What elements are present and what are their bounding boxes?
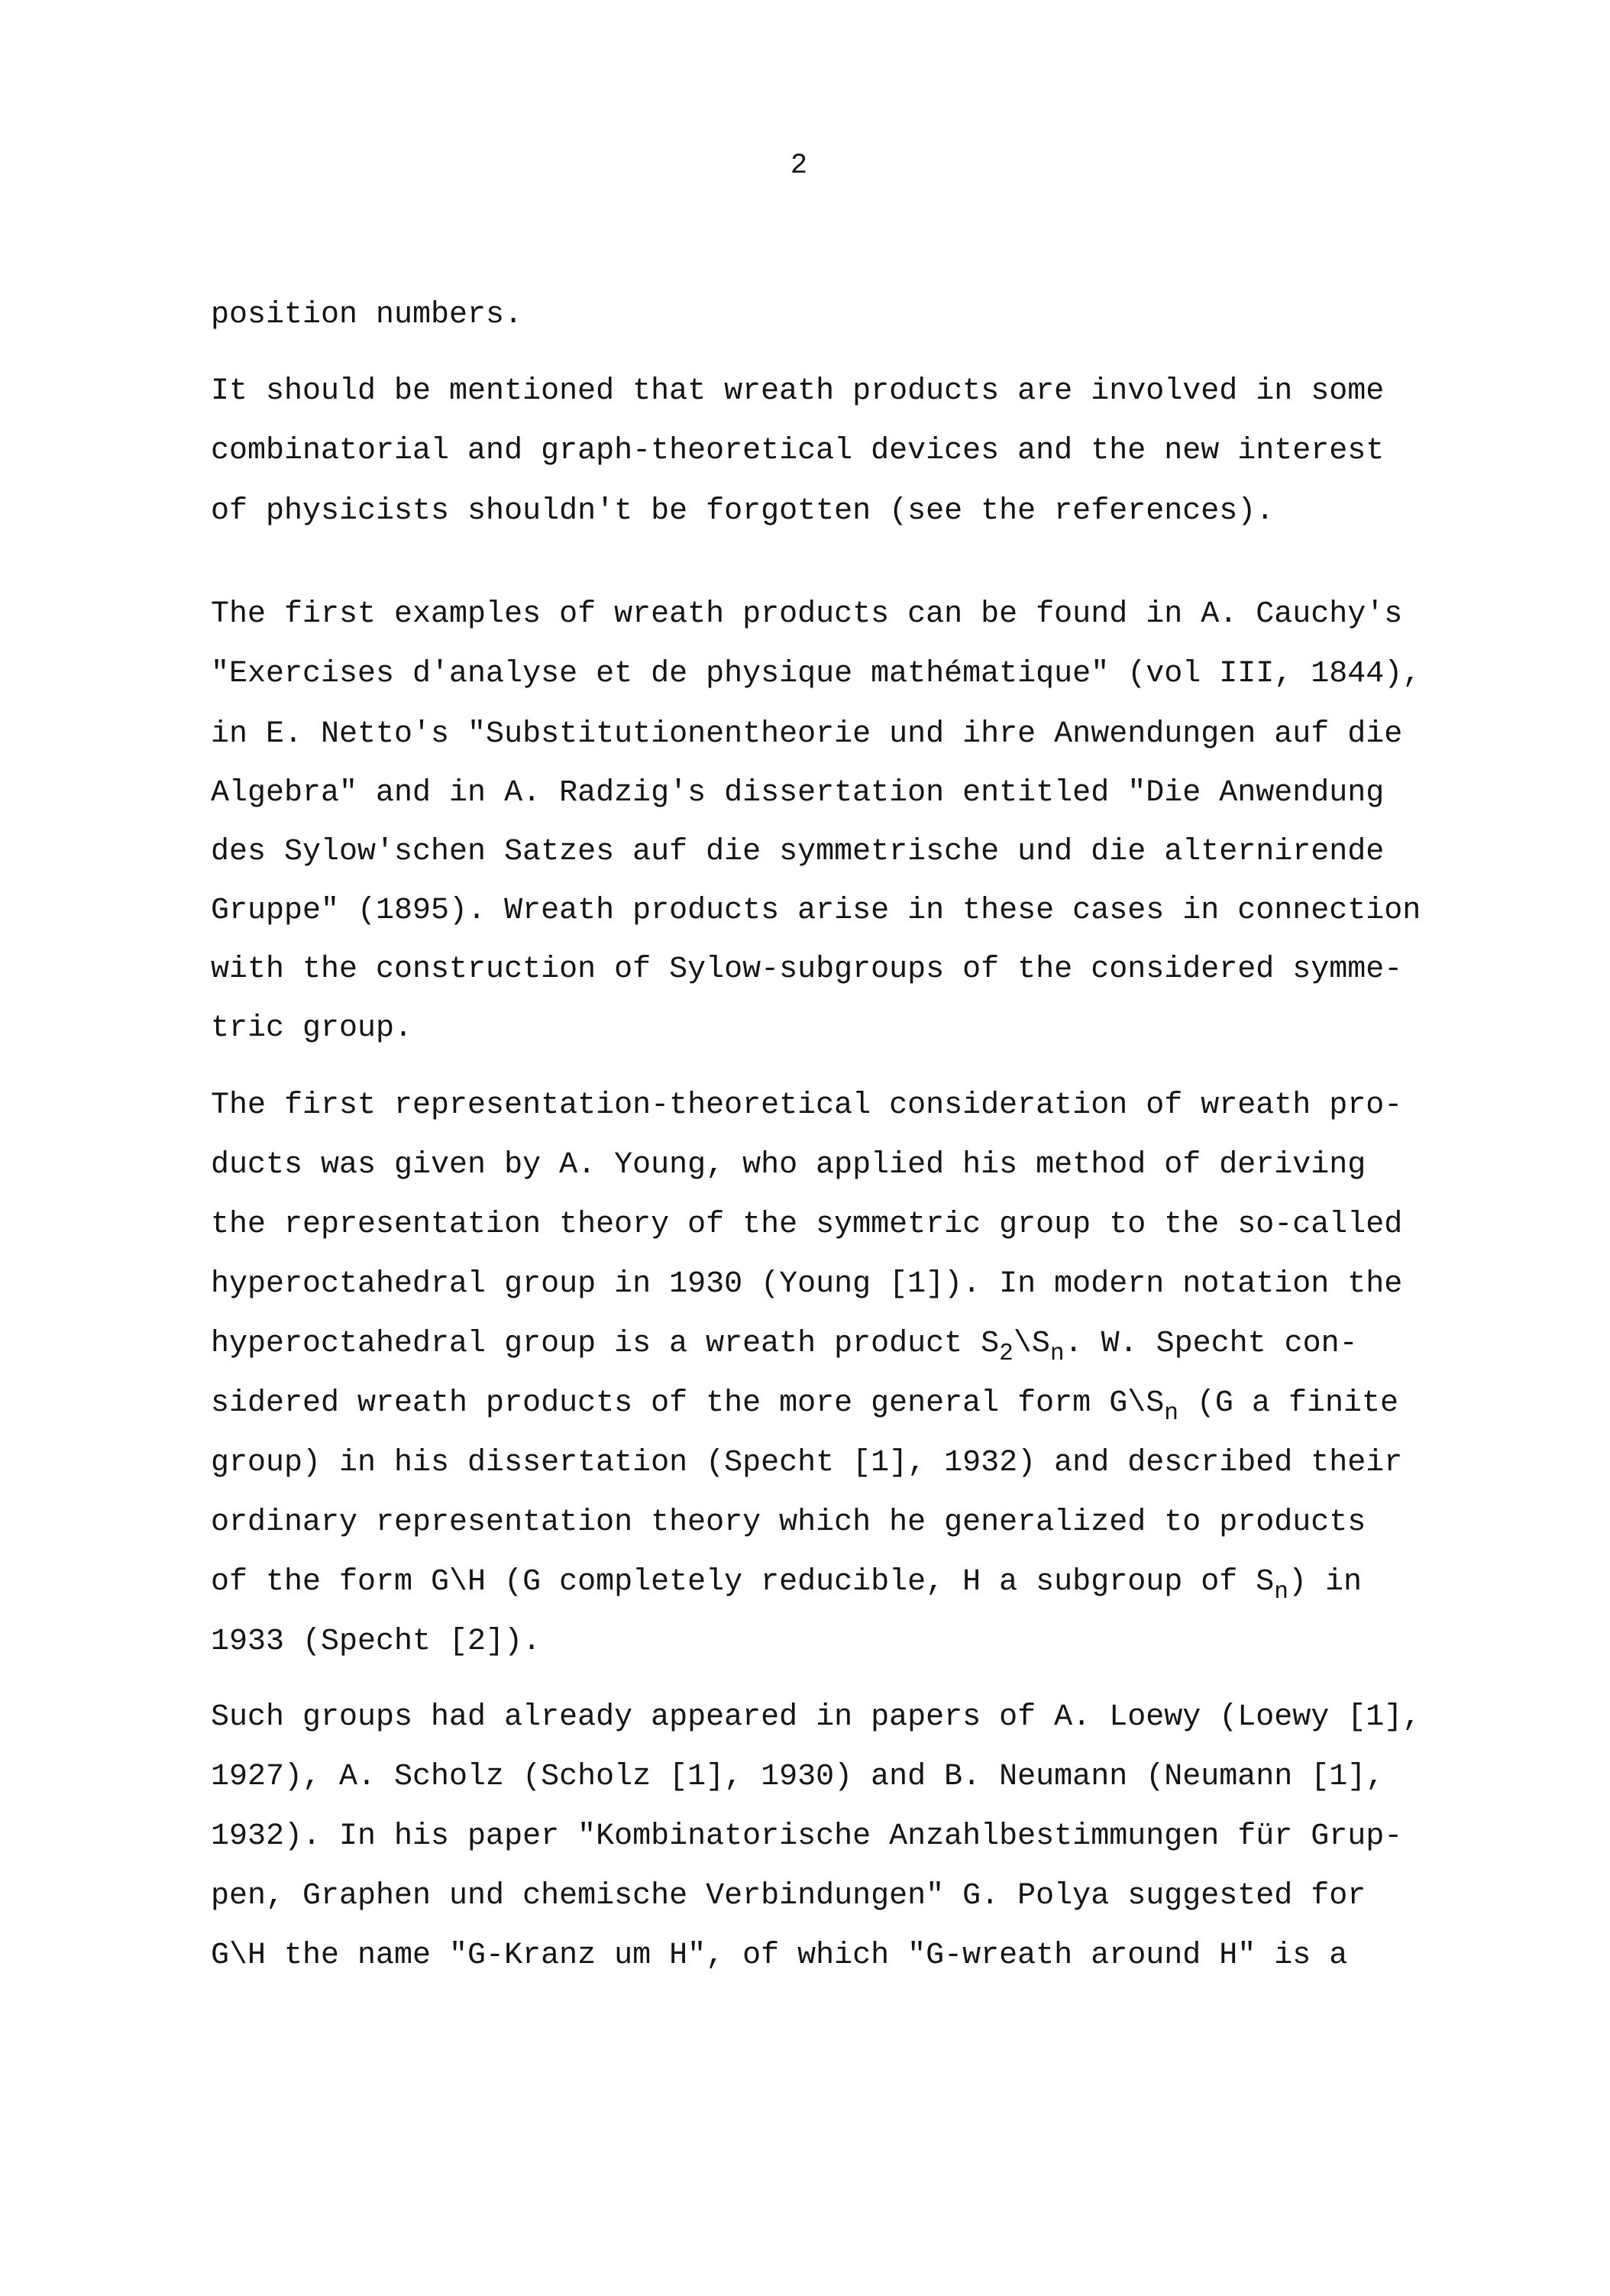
text-line: Algebra" and in A. Radzig's dissertation entitled "Die Anwendung	[211, 776, 1385, 810]
text-line: The first examples of wreath products can be found in A. Cauchy's	[211, 597, 1403, 632]
text-line: the representation theory of the symmetric group to the so-called	[211, 1208, 1403, 1242]
text-line: position numbers.	[211, 298, 523, 332]
text-line: G\H the name "G-Kranz um H", of which "G-wreath around H" is a	[211, 1939, 1348, 1973]
text-line: The first representation-theoretical consideration of wreath pro-	[211, 1088, 1403, 1123]
text-line: "Exercises d'analyse et de physique mathématique" (vol III, 1844),	[211, 657, 1421, 691]
text-line: It should be mentioned that wreath products are involved in some	[211, 374, 1385, 409]
text-line: Gruppe" (1895). Wreath products arise in these cases in connection	[211, 894, 1421, 928]
page-number: 2	[790, 150, 808, 182]
text-line: hyperoctahedral group in 1930 (Young [1]). In modern notation the	[211, 1267, 1403, 1302]
text-line: in E. Netto's "Substitutionentheorie und ihre Anwendungen auf die	[211, 717, 1403, 752]
text-line: 1933 (Specht [2]).	[211, 1625, 542, 1659]
text-line: tric group.	[211, 1011, 413, 1046]
text-line: combinatorial and graph-theoretical devices and the new interest	[211, 434, 1385, 468]
text-line: ordinary representation theory which he generalized to products	[211, 1505, 1366, 1540]
text-line: pen, Graphen und chemische Verbindungen" G. Polya suggested for	[211, 1879, 1366, 1913]
text-line: 1932). In his paper "Kombinatorische Anzahlbestimmungen für Grup-	[211, 1819, 1403, 1854]
text-line-with-subscript: sidered wreath products of the more general form $G\backslash S_n$ (G a finite	[211, 1386, 1398, 1427]
text-line: of physicists shouldn't be forgotten (see the references).	[211, 494, 1275, 529]
text-line: des Sylow'schen Satzes auf die symmetrische und die alternirende	[211, 835, 1385, 869]
text-line: ducts was given by A. Young, who applied his method of deriving	[211, 1148, 1366, 1182]
text-line: group) in his dissertation (Specht [1], 1932) and described their	[211, 1446, 1403, 1480]
text-line: 1927), A. Scholz (Scholz [1], 1930) and B. Neumann (Neumann [1],	[211, 1760, 1385, 1794]
text-line: Such groups had already appeared in papers of A. Loewy (Loewy [1],	[211, 1700, 1421, 1735]
text-line-with-subscript: of the form G\H (G completely reducible, H a subgroup of $S_n$) in	[211, 1565, 1362, 1606]
text-line-with-subscripts: hyperoctahedral group is a wreath product $S_2\backslash S_n$. W. Specht con-	[211, 1327, 1358, 1367]
text-line: with the construction of Sylow-subgroups of the considered symme-	[211, 952, 1403, 987]
